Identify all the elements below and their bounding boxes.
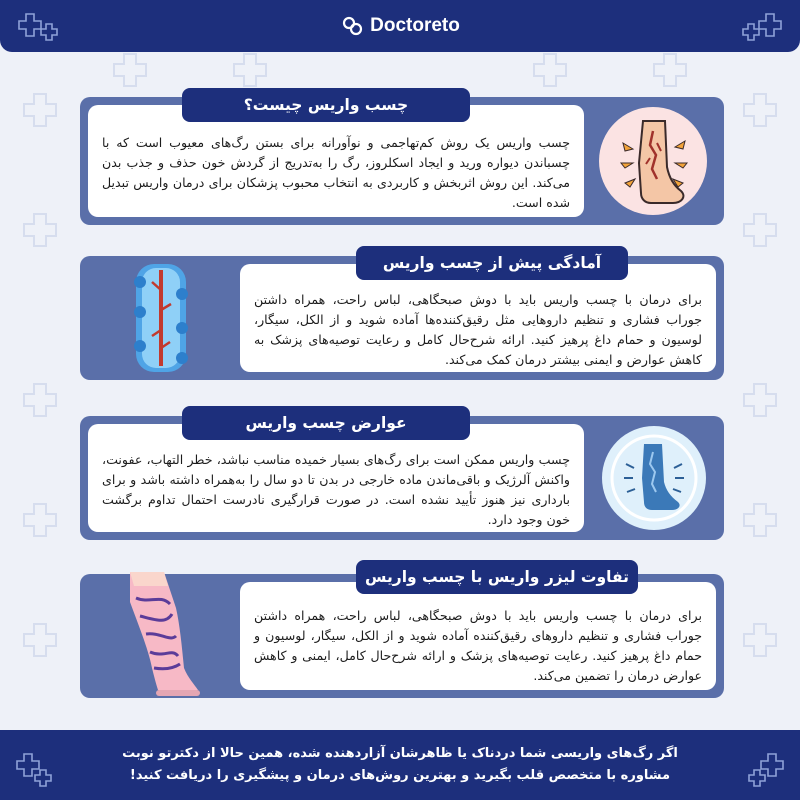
section-title: چسب واریس چیست؟ bbox=[182, 88, 470, 122]
section-text-box bbox=[240, 582, 716, 690]
footer-line-2: مشاوره با متخصص قلب بگیرید و بهترین روش‌های درمان و پیشگیری را دریافت کنید! bbox=[129, 768, 671, 783]
section-title: تفاوت لیزر واریس با چسب واریس bbox=[356, 560, 638, 594]
plus-cross-icon bbox=[746, 748, 790, 792]
header-bar bbox=[0, 0, 800, 52]
section-title: آمادگی پیش از چسب واریس bbox=[356, 246, 628, 280]
leg-varicose-icon bbox=[595, 103, 711, 223]
section-body: چسب واریس یک روش کم‌تهاجمی و نوآورانه برای بستن رگ‌های معیوب است که با چسباندن دیواره ورید و ایجاد اسکلروز، رگ را به‌تدریج از گردش خون حذف و جذب بدن می‌کند. این روش اثربخش و کاربردی به انتخاب محبوب پزشکان برای درمان واریس تبدیل شده است. bbox=[102, 135, 570, 210]
leg-pain-icon bbox=[600, 424, 708, 536]
footer-line-1: اگر رگ‌های واریسی شما دردناک یا ظاهرشان آزاردهنده شده، همین حالا از دکترتو نوبت bbox=[122, 746, 678, 761]
section-title: عوارض چسب واریس bbox=[182, 406, 470, 440]
brand-name: Doctoreto bbox=[370, 15, 460, 36]
section-text-box bbox=[88, 424, 584, 532]
plus-cross-icon bbox=[14, 8, 60, 48]
section-text-box bbox=[240, 264, 716, 372]
doctoreto-logo-icon bbox=[340, 14, 364, 38]
plus-cross-icon bbox=[10, 748, 54, 792]
brand-logo[interactable] bbox=[340, 14, 460, 38]
section-body: چسب واریس ممکن است برای رگ‌های بسیار خمیده مناسب نباشد، خطر التهاب، عفونت، واکنش آلرژیک و باقی‌ماندن ماده خارجی در بدن تا دو سال را به‌همراه داشته باشد و برای بارداری نیز هنوز تأیید نشده است. در صورت قرارگیری نادرست احتمال تداوم برگشت خون وجود دارد. bbox=[102, 452, 570, 527]
section-body: برای درمان با چسب واریس باید با دوش صبحگاهی، لباس راحت، همراه داشتن جوراب فشاری و تنظیم داروهای رقیق‌کننده آماده شوید و از الکل، سیگار، لوسیون و حمام داغ پرهیز کنید. رعایت توصیه‌های پزشک و ارائه شرح‌حال کامل، ایمنی و کاهش عوارض درمان را تضمین می‌کند. bbox=[254, 608, 702, 683]
section-body: برای درمان با چسب واریس باید با دوش صبحگاهی، لباس راحت، همراه داشتن جوراب فشاری و تنظیم داروهایی مثل رقیق‌کننده‌ها آماده شوید و از الکل، سیگار، لوسیون و حمام داغ پرهیز کنید. ارائه شرح‌حال کامل و رعایت توصیه‌های پزشک به کاهش عوارض و ایمنی بیشتر درمان کمک می‌کند. bbox=[254, 292, 702, 367]
plus-cross-icon bbox=[740, 8, 786, 48]
footer-cta bbox=[0, 730, 800, 800]
vein-tube-icon bbox=[126, 260, 196, 380]
leg-stocking-icon bbox=[120, 564, 230, 702]
